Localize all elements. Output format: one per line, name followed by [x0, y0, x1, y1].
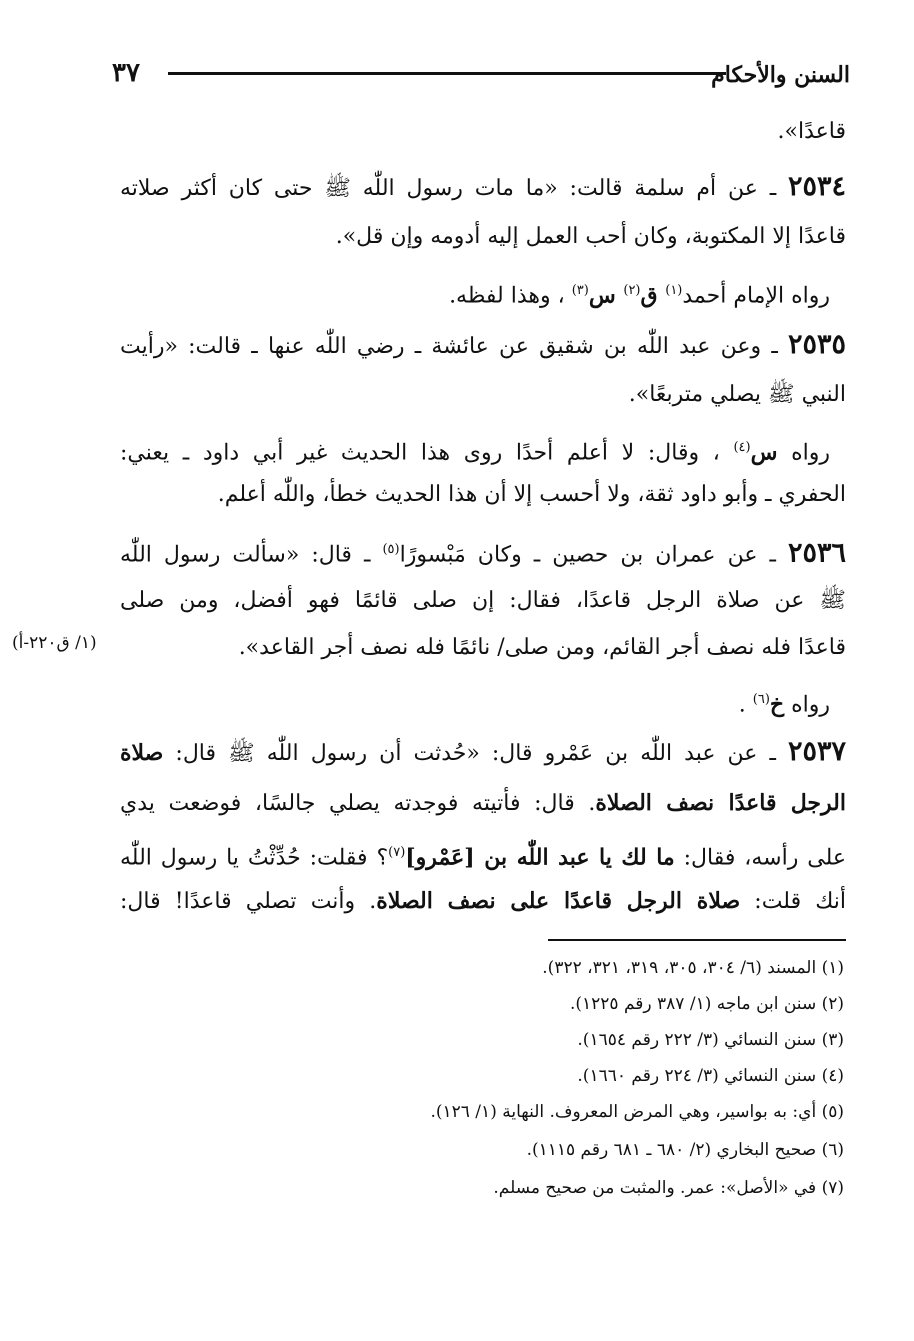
text: ؟ فقلت: حُدِّثْتُ يا رسول اللّٰه [120, 845, 389, 871]
text: . وأنت تصلي قاعدًا! قال: [120, 889, 377, 914]
text: ﷺ عن صلاة الرجل قاعدًا، فقال: إن صلى قائمًا فهو أفضل، ومن صلى [120, 588, 846, 613]
footnote-ref: (٥) [382, 542, 400, 557]
footnote: (٣) سنن النسائي (٣/ ٢٢٢ رقم ١٦٥٤). [577, 1030, 844, 1050]
source-code: خ [769, 691, 785, 718]
hadith-2535-riwaya-2 [218, 480, 846, 510]
footnote: (٥) أي: به بواسير، وهي المرض المعروف. النهاية (١/ ١٢٦). [430, 1102, 844, 1122]
footnote-ref: (٧) [388, 845, 406, 860]
hadith-2536-line-1 [120, 535, 846, 570]
text: ـ قال: «سألت رسول اللّٰه [120, 542, 383, 568]
hadith-2536-riwaya [739, 685, 830, 720]
text: الحفري ـ وأبو داود ثقة، ولا أحسب إلا أن هذا الحديث خطأ، واللّٰه أعلم. [217, 482, 846, 507]
hadith-2535-line-1 [120, 330, 846, 362]
text: رواه الإمام أحمد [682, 283, 830, 309]
footnote-ref: (٤) [733, 440, 751, 455]
source-code: س [588, 282, 624, 309]
running-title: السنن والأحكام [711, 62, 850, 88]
hadith-2537-line-3 [120, 838, 846, 873]
hadith-2536-line-3 [239, 633, 846, 663]
footnote-ref: (١) [665, 283, 683, 298]
footnote: (٢) سنن ابن ماجه (١/ ٣٨٧ رقم ١٢٢٥). [569, 994, 844, 1014]
footnote: (١) المسند (٦/ ٣٠٤، ٣٠٥، ٣١٩، ٣٢١، ٣٢٢). [542, 958, 844, 978]
hadith-number: ٢٥٣٧ [787, 736, 846, 767]
footnote: (٦) صحيح البخاري (٢/ ٦٨٠ ـ ٦٨١ رقم ١١١٥). [526, 1140, 844, 1160]
text: النبي ﷺ يصلي متربعًا». [628, 382, 846, 407]
text: ـ عن عبد اللّٰه بن عَمْرو قال: «حُدثت أن رسول اللّٰه ﷺ قال: [163, 741, 788, 766]
hadith-2537-line-2 [120, 788, 846, 819]
text: ـ عن أم سلمة قالت: «ما مات رسول اللّٰه ﷺ حتى كان أكثر صلاته [120, 176, 788, 201]
page-number: ٣٧ [112, 58, 140, 88]
text: . [738, 692, 753, 718]
hadith-2535-riwaya-1 [120, 433, 830, 468]
hadith-2535-line-2 [629, 380, 846, 410]
footnote-ref: (٦) [752, 692, 770, 707]
text: على رأسه، فقال: [674, 845, 846, 871]
hadith-2537-line-1 [120, 737, 846, 769]
bold-text: ما لك يا عبد اللّٰه بن [عَمْرو] [405, 844, 675, 871]
text: ـ وعن عبد اللّٰه بن شقيق عن عائشة ـ رضي اللّٰه عنها ـ قالت: «رأيت [120, 334, 788, 359]
source-code: س [750, 439, 778, 466]
manuscript-margin-note: (١/ ق٢٢٠-أ) [12, 633, 97, 653]
hadith-number: ٢٥٣٦ [787, 537, 846, 569]
hadith-number: ٢٥٣٤ [787, 171, 846, 202]
bold-text: صلاة [120, 740, 164, 766]
bold-text: الرجل قاعدًا نصف الصلاة [595, 790, 846, 816]
text: ـ عن عمران بن حصين ـ وكان مَبْسورًا [399, 542, 788, 568]
footnote: (٧) في «الأصل»: عمر. والمثبت من صحيح مسلم. [493, 1178, 844, 1198]
hadith-2534-line-1 [120, 172, 846, 204]
text: . قال: فأتيته فوجدته يصلي جالسًا، فوضعت يدي [120, 791, 596, 816]
header-rule [168, 72, 726, 75]
text: قاعدًا فله نصف أجر القائم، ومن صلى/ نائمًا فله نصف أجر القاعد». [238, 635, 846, 660]
footnote-ref: (٣) [571, 283, 589, 298]
hadith-2534-line-2 [336, 222, 846, 252]
text: رواه [784, 692, 830, 718]
page-header [112, 58, 850, 98]
footnote-ref: (٢) [623, 283, 641, 298]
hadith-2536-line-2 [120, 586, 846, 616]
bold-text: صلاة الرجل قاعدًا على نصف الصلاة [376, 888, 741, 914]
hadith-2537-line-4 [120, 886, 846, 917]
source-code: ق [640, 282, 666, 309]
footnote-rule [548, 939, 846, 941]
hadith-number: ٢٥٣٥ [787, 329, 846, 360]
text: أنك قلت: [740, 889, 847, 914]
text: قاعدًا». [777, 119, 846, 144]
text: ، وقال: لا أعلم أحدًا روى هذا الحديث غير أبي داود ـ يعني: [120, 440, 734, 466]
hadith-2534-riwaya [449, 276, 830, 311]
footnote: (٤) سنن النسائي (٣/ ٢٢٤ رقم ١٦٦٠). [577, 1066, 844, 1086]
text: رواه [777, 440, 830, 466]
text-line [778, 117, 846, 147]
text: قاعدًا إلا المكتوبة، وكان أحب العمل إليه أدومه وإن قل». [335, 224, 846, 249]
text: ، وهذا لفظه. [449, 283, 572, 309]
